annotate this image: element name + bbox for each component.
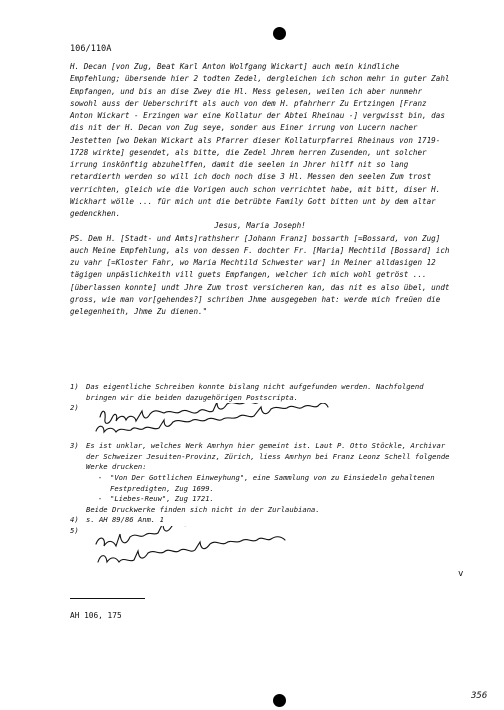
footnote-3-list — [86, 473, 455, 505]
footnote-number: 4) — [70, 515, 79, 525]
handwriting-sample-1 — [86, 403, 446, 439]
footnote-text: Es ist unklar, welches Werk Amrhyn hier gemeint ist. Laut P. Otto Stöckle, Archivar der Schweizer Jesuiten-Provinz, Zürich, liess Amrhyn bei Franz Leonz Schell folgende Werke drucken: — [86, 441, 450, 472]
footnote-number: 5) — [70, 525, 79, 535]
document-reference: 106/110A — [70, 44, 112, 54]
page-number: 356 — [471, 691, 488, 701]
list-item: - "Von Der Gottlichen Einweyhung", eine Sammlung von zu Einsiedeln gehaltenen Festpredigten, Zug 1699. — [98, 472, 435, 493]
footnote-5 — [70, 526, 455, 570]
footer-reference: AH 106, 175 — [70, 611, 122, 620]
footnote-number: 2) — [70, 403, 79, 413]
list-item: - "Liebes-Reuw", Zug 1721. — [98, 494, 214, 504]
footer-divider — [70, 598, 145, 599]
letter-paragraph-1: H. Decan [von Zug, Beat Karl Anton Wolfgang Wickart] auch mein kindliche Empfehlung; übersende hier 2 todten Zedel, dergleichen ich schon mehr in guter Zahl Empfangen, und bis an dise Zwey die Hl. Mess gelesen, weilen ich aber nunmehr sowohl auss der Ueberschrift als auch von dem H. pfahrherr Zu Ertzingen [Franz Anton Wickart - Erzingen war eine Kollatur der Abtei Rheinau -] vergwisst bin, das dis nit der H. Decan von Zug seye, sonder aus Einer irrung von Lucern nacher Jestetten [wo Dekan Wickart als Pfarrer dieser Kollaturpfarrei Rheinaus von 1719-1728 wirkte] gesendet, als bitte, die Zedel Jhrem herren Zusenden, unt solcher irrung inskönftig abzuhelffen, damit die seelen in Jhrer hilff nit so lang retardierth werden so will ich doch noch dise 3 Hl. Messen den seelen Zum trost verrichten, gleich wie die Vorigen auch schon verrichtet habe, mit bitt, diser H. Wickhart wölle ... für mich unt die betrübte Family Gott bitten unt by dem altar gedenckhen. — [70, 62, 450, 218]
handwriting-sample-2 — [86, 526, 446, 570]
footnote-3 — [70, 441, 455, 515]
letter-postscript: PS. Dem H. [Stadt- und Amts]rathsherr [Johann Franz] bossarth [=Bossard, von Zug] auch Meine Empfehlung, als von dessen F. dochter Fr. [Maria] Mechtild [Bossard] ich zu vahr [=Kloster Fahr, wo Maria Mechtild Schwester war] in Meiner alldasigen 12 tägigen unpäslichkeith vill guets Empfangen, welcher ich mich wohl getröst ... [überlassen konnte] undt Jhre Zum trost versicheren kan, das nit es also übel, undt gross, wie man vor[gehendes?] schriben Jhme ausgegeben hat: werde mich freüen die gelegenheith, Jhme Zu dienen." — [70, 233, 450, 316]
footnote-1 — [70, 382, 455, 403]
footnote-2 — [70, 403, 455, 441]
footnote-text: Beide Druckwerke finden sich nicht in der Zurlaubiana. — [86, 504, 320, 514]
letter-salutation: Jesus, Maria Joseph! — [214, 221, 306, 231]
footnote-text: Das eigentliche Schreiben konnte bislang nicht aufgefunden werden. Nachfolgend bringen wir die beiden dazugehörigen Postscripta. — [86, 382, 424, 402]
footnotes — [70, 382, 455, 570]
punch-hole-top — [273, 27, 286, 40]
letter-transcription — [70, 61, 450, 318]
footnote-text: s. AH 89/86 Anm. 1 — [86, 515, 164, 525]
footnote-4 — [70, 515, 455, 526]
punch-hole-bottom — [273, 694, 286, 707]
margin-mark: v — [458, 569, 464, 579]
footnote-number: 1) — [70, 382, 79, 391]
footnote-number: 3) — [70, 441, 79, 451]
